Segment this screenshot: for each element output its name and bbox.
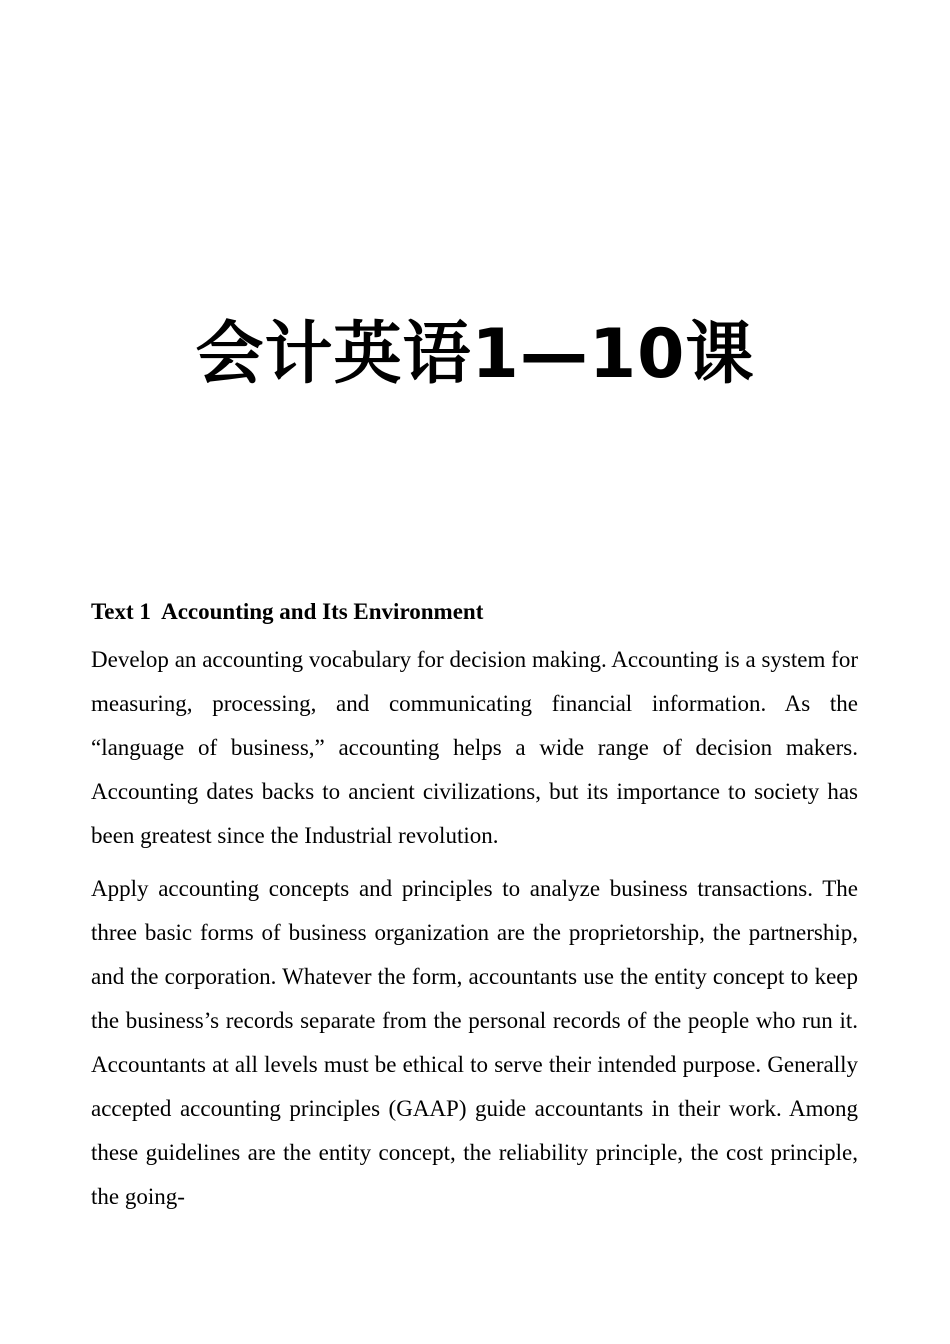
- section-heading: Text 1 Accounting and Its Environment: [91, 599, 484, 624]
- document-title: 会计英语1—10课: [195, 315, 755, 394]
- paragraph-2: Apply accounting concepts and principles to analyze business transactions. The three basic forms of business organization are the proprietorship, the partnership, and the corporation. Whatever the form, accountants use the entity concept to keep the business’s records separate from the personal records of the people who run it. Accountants at all levels must be ethical to serve their intended purpose. Generally accepted accounting principles (GAAP) guide accountants in their work. Among these guidelines are the entity concept, the reliability principle, the cost principle, the going-: [91, 876, 858, 1209]
- document-body: [91, 594, 858, 1228]
- paragraph-1: Develop an accounting vocabulary for decision making. Accounting is a system for measuring, processing, and communicating financial information. As the “language of business,” accounting helps a wide range of decision makers. Accounting dates backs to ancient civilizations, but its importance to society has been greatest since the Industrial revolution.: [91, 647, 858, 848]
